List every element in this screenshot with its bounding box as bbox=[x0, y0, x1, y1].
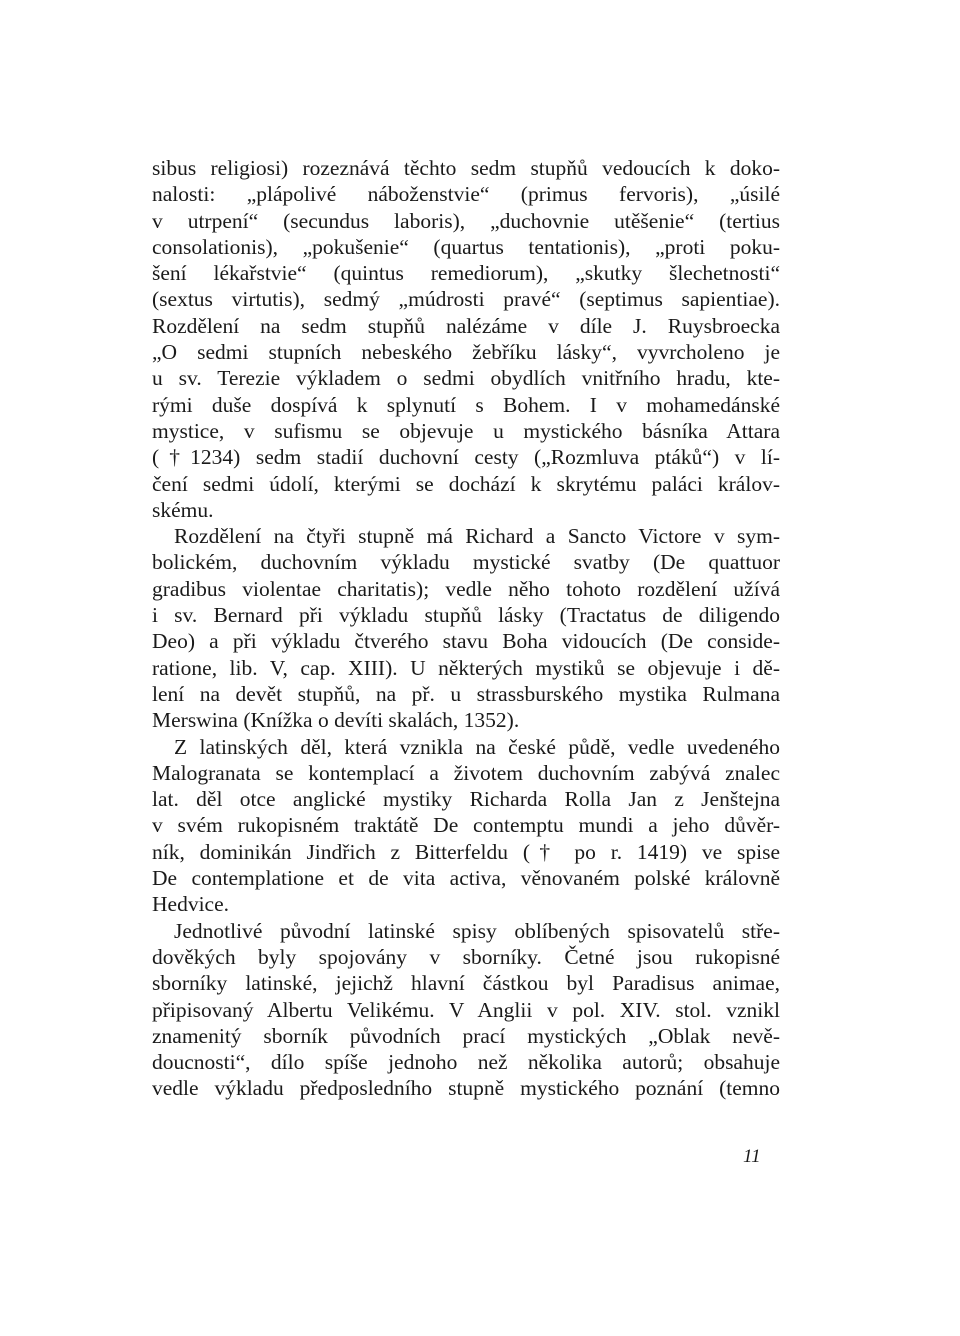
text-line: ník, dominikán Jindřich z Bitterfeldu († po r. 1419) ve spise bbox=[152, 839, 780, 864]
text-line: vedle výkladu předposledního stupně mystického poznání (temno bbox=[152, 1076, 780, 1101]
text-line: gradibus violentae charitatis); vedle něho tohoto rozdělení užívá bbox=[152, 576, 780, 601]
text-line: De contemplatione et de vita activa, věnovaném polské královně bbox=[152, 866, 780, 891]
text-line: Rozdělení na čtyři stupně má Richard a Sancto Victore v sym- bbox=[174, 524, 780, 549]
text-line: Jednotlivé původní latinské spisy oblíbených spisovatelů stře- bbox=[174, 918, 780, 943]
text-line: (†1234) sedm stadií duchovní cesty („Rozmluva ptáků“) v lí- bbox=[152, 445, 780, 470]
text-line: lat. děl otce anglické mystiky Richarda Rolla Jan z Jenštejna bbox=[152, 787, 780, 812]
text-line: Deo) a při výkladu čtverého stavu Boha vidoucích (De conside- bbox=[152, 629, 780, 654]
text-line: Malogranata se kontemplací a životem duchovním zabývá znalec bbox=[152, 760, 780, 785]
page-number: 11 bbox=[743, 1146, 761, 1167]
text-line: rými duše dospívá k splynutí s Bohem. I v mohamedánské bbox=[152, 392, 780, 417]
text-line: Hedvice. bbox=[152, 892, 230, 917]
text-line: nalosti: „plápolivé náboženstvie“ (primus fervoris), „úsilé bbox=[152, 182, 780, 207]
paragraph-4 bbox=[152, 918, 780, 1102]
text-line: v svém rukopisném traktátě De contemptu mundi a jeho důvěr- bbox=[152, 813, 780, 838]
text-line: připisovaný Albertu Velikému. V Anglii v pol. XIV. stol. vznikl bbox=[152, 997, 780, 1022]
text-line: sborníky latinské, jejichž hlavní částkou byl Paradisus animae, bbox=[152, 971, 780, 996]
text-line: ratione, lib. V, cap. XIII). U některých mystiků se objevuje i dě- bbox=[152, 655, 780, 680]
body-text bbox=[152, 155, 780, 1102]
text-line: u sv. Terezie výkladem o sedmi obydlích vnitřního hradu, kte- bbox=[152, 366, 780, 391]
text-line: bolickém, duchovním výkladu mystické svatby (De quattuor bbox=[152, 550, 780, 575]
text-line: (sextus virtutis), sedmý „múdrosti pravé“ (septimus sapientiae). bbox=[152, 287, 780, 312]
text-line: skému. bbox=[152, 497, 214, 522]
text-line: Merswina (Knížka o devíti skalách, 1352). bbox=[152, 708, 520, 733]
paragraph-2 bbox=[152, 523, 780, 733]
text-line: čení sedmi údolí, kterými se dochází k skrytému paláci králov- bbox=[152, 471, 780, 496]
text-line: doucnosti“, dílo spíše jednoho než několika autorů; obsahuje bbox=[152, 1050, 780, 1075]
text-line: Rozdělení na sedm stupňů nalézáme v díle J. Ruysbroecka bbox=[152, 313, 780, 338]
text-line: „O sedmi stupních nebeského žebříku lásky“, vyvrcholeno je bbox=[152, 340, 780, 365]
text-line: dověkých byly spojovány v sborníky. Četné jsou rukopisné bbox=[152, 944, 780, 969]
text-line: Z latinských děl, která vznikla na české půdě, vedle uvedeného bbox=[174, 734, 780, 759]
text-line: šení lékařstvie“ (quintus remediorum), „skutky šlechetnosti“ bbox=[152, 261, 780, 286]
text-line: i sv. Bernard při výkladu stupňů lásky (Tractatus de diligendo bbox=[152, 603, 780, 628]
text-line: mystice, v sufismu se objevuje u mystického básníka Attara bbox=[152, 418, 780, 443]
paragraph-3 bbox=[152, 734, 780, 918]
text-line: sibus religiosi) rozeznává těchto sedm stupňů vedoucích k doko- bbox=[152, 156, 780, 180]
text-line: v utrpení“ (secundus laboris), „duchovnie utěšenie“ (tertius bbox=[152, 208, 780, 233]
paragraph-1 bbox=[152, 155, 780, 523]
text-line: consolationis), „pokušenie“ (quartus tentationis), „proti poku- bbox=[152, 234, 780, 259]
text-line: lení na devět stupňů, na př. u strassburského mystika Rulmana bbox=[152, 681, 780, 706]
text-line: znamenitý sborník původních prací mystických „Oblak nevě- bbox=[152, 1023, 780, 1048]
